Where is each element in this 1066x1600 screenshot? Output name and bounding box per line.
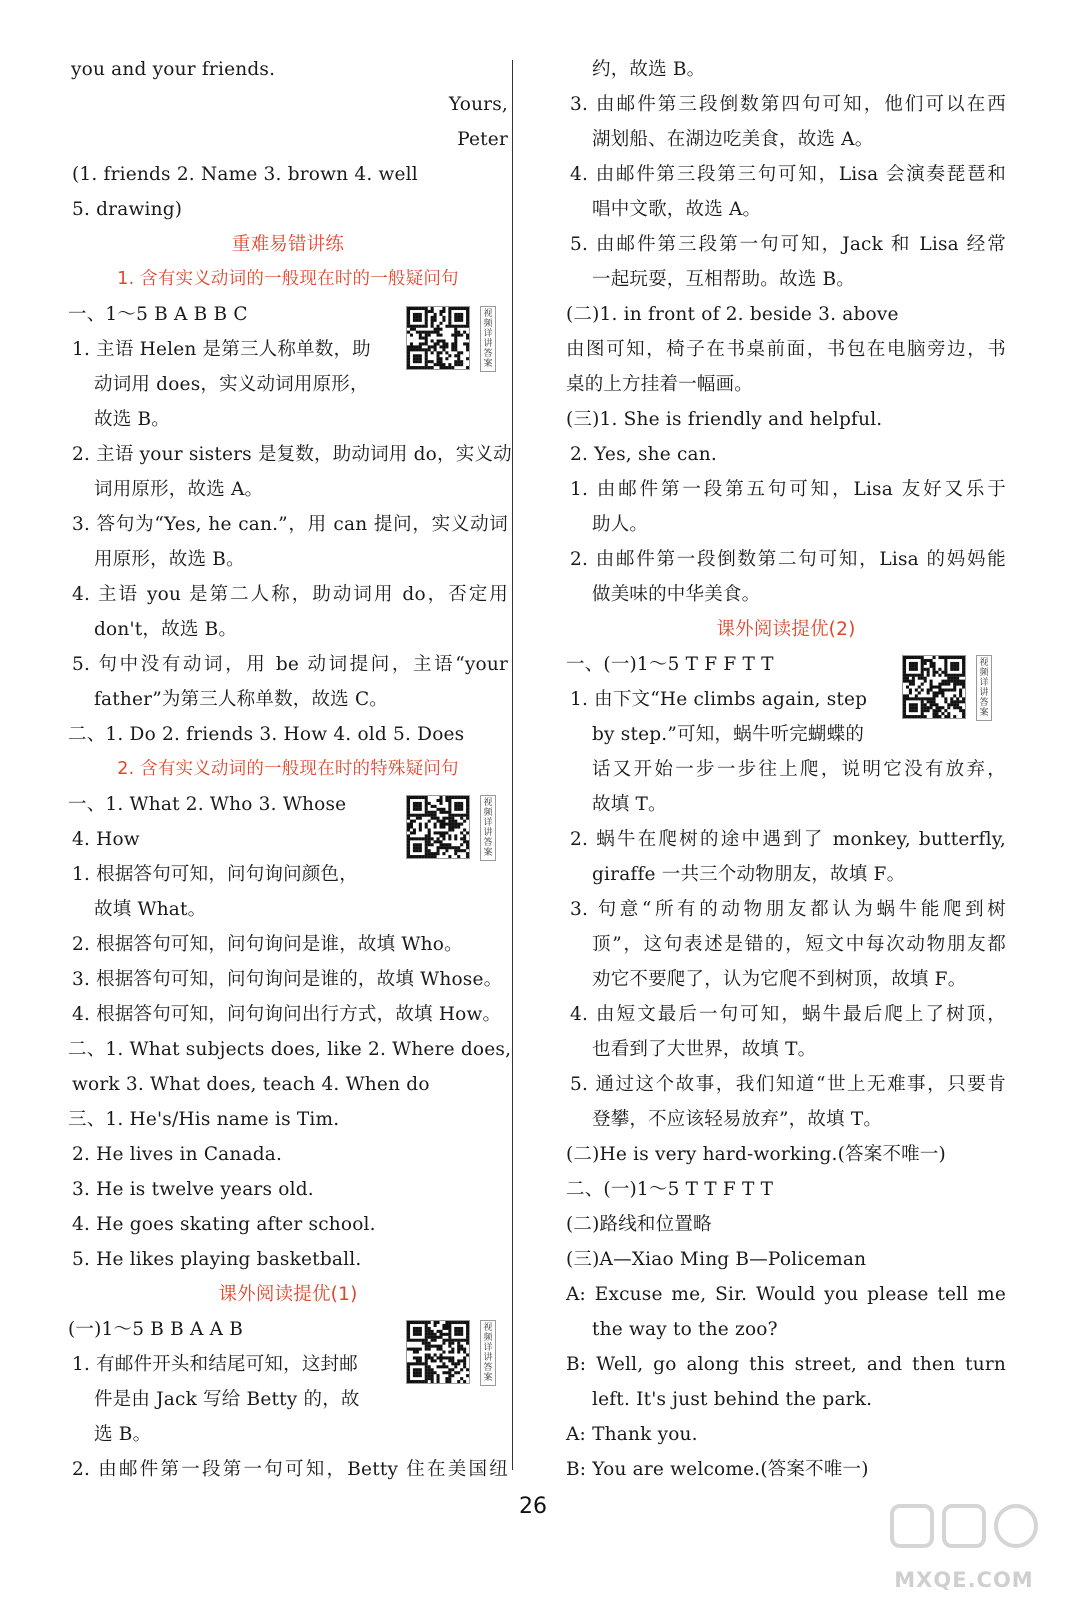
left-line: 5. 句中没有动词，用 be 动词提问，主语“your: [72, 654, 508, 675]
right-line: 约，故选 B。: [592, 59, 706, 80]
right-line: the way to the zoo?: [592, 1319, 778, 1340]
left-line: 4. He goes skating after school.: [72, 1214, 376, 1235]
right-line: left. It's just behind the park.: [592, 1389, 873, 1410]
left-line: 3. 答句为“Yes, he can.”，用 can 提问，实义动词: [72, 514, 508, 535]
right-line: 2. 由邮件第一段倒数第二句可知，Lisa 的妈妈能: [570, 549, 1006, 570]
right-line: 故填 T。: [592, 794, 667, 815]
right-line: 唱中文歌，故选 A。: [592, 199, 762, 220]
right-line: 桌的上方挂着一幅画。: [566, 374, 754, 395]
left-line: 3. He is twelve years old.: [72, 1179, 314, 1200]
left-line: 二、1. What subjects does, like 2. Where does,: [68, 1039, 512, 1060]
right-line: 也看到了大世界，故填 T。: [592, 1039, 817, 1060]
column-divider: [512, 60, 513, 1470]
left-line: 5. He likes playing basketball.: [72, 1249, 362, 1270]
left-line: 件是由 Jack 写给 Betty 的，故: [94, 1389, 360, 1410]
left-line: 4. How: [72, 829, 140, 850]
qr-label: 视频详讲答案: [480, 795, 496, 861]
left-line: 4. 主语 you 是第二人称，助动词用 do，否定用: [72, 584, 508, 605]
left-line: work 3. What does, teach 4. When do: [72, 1074, 430, 1095]
right-line: 2. Yes, she can.: [570, 444, 717, 465]
left-line: 2. 主语 your sisters 是复数，助动词用 do，实义动: [72, 444, 512, 465]
right-line: giraffe 一共三个动物朋友，故填 F。: [592, 864, 906, 885]
left-line: 用原形，故选 B。: [94, 549, 245, 570]
right-line: 5. 由邮件第三段第一句可知，Jack 和 Lisa 经常: [570, 234, 1006, 255]
right-line: 话又开始一步一步往上爬，说明它没有放弃，: [592, 759, 1006, 780]
right-line: A: Excuse me, Sir. Would you please tell me: [566, 1284, 1006, 1305]
right-column: [566, 52, 1006, 1487]
left-line: don't，故选 B。: [94, 619, 238, 640]
left-line: 词用原形，故选 A。: [94, 479, 264, 500]
left-line: Peter: [457, 129, 508, 150]
left-line: 5. drawing): [72, 199, 183, 220]
right-line: B: Well, go along this street, and then turn: [566, 1354, 1006, 1375]
right-line: 登攀，不应该轻易放弃”，故填 T。: [592, 1109, 883, 1130]
left-line: 1. 有邮件开头和结尾可知，这封邮: [72, 1354, 358, 1375]
right-line: 3. 由邮件第三段倒数第四句可知，他们可以在西: [570, 94, 1006, 115]
right-line: 湖划船、在湖边吃美食，故选 A。: [592, 129, 874, 150]
right-line: 由图可知，椅子在书桌前面，书包在电脑旁边，书: [566, 339, 1006, 360]
left-line: 2. 由邮件第一段第一句可知，Betty 住在美国纽: [72, 1459, 508, 1480]
right-line: 课外阅读提优(2): [716, 619, 856, 640]
left-line: 三、1. He's/His name is Tim.: [68, 1109, 340, 1130]
right-line: 做美味的中华美食。: [592, 584, 761, 605]
left-line: 一、1～5 B A B B C: [68, 304, 248, 325]
right-line: (三)A—Xiao Ming B—Policeman: [566, 1249, 867, 1270]
left-line: 2. 根据答句可知，问句询问是谁，故填 Who。: [72, 934, 463, 955]
right-line: (二)1. in front of 2. beside 3. above: [566, 304, 899, 325]
right-line: 劝它不要爬了，认为它爬不到树顶，故填 F。: [592, 969, 967, 990]
left-line: 3. 根据答句可知，问句询问是谁的，故填 Whose。: [72, 969, 503, 990]
right-line: 2. 蜗牛在爬树的途中遇到了 monkey, butterfly,: [570, 829, 1006, 850]
left-line: 1. 根据答句可知，问句询问颜色，: [72, 864, 358, 885]
watermark-logo: [884, 1500, 1044, 1592]
right-line: 助人。: [592, 514, 649, 535]
left-line: you and your friends.: [71, 59, 276, 80]
right-line: 4. 由短文最后一句可知，蜗牛最后爬上了树顶，: [570, 1004, 1006, 1025]
left-line: father”为第三人称单数，故选 C。: [94, 689, 389, 710]
left-line: 故填 What。: [94, 899, 207, 920]
page-number: 26: [519, 1494, 547, 1519]
left-column: [68, 52, 512, 1487]
watermark-text: MXQE.COM: [894, 1568, 1034, 1592]
left-line: 二、1. Do 2. friends 3. How 4. old 5. Does: [68, 724, 465, 745]
left-line: 1. 主语 Helen 是第三人称单数，助: [72, 339, 371, 360]
right-line: B: You are welcome.(答案不唯一): [566, 1459, 869, 1480]
right-line: 顶”，这句表述是错的，短文中每次动物朋友都: [592, 934, 1006, 955]
right-line: (二)He is very hard-working.(答案不唯一): [566, 1144, 946, 1165]
left-line: 4. 根据答句可知，问句询问出行方式，故填 How。: [72, 1004, 502, 1025]
left-line: (1. friends 2. Name 3. brown 4. well: [72, 164, 418, 185]
qr-label: 视频详讲答案: [976, 655, 992, 721]
right-line: 一、(一)1～5 T F F T T: [566, 654, 774, 675]
left-line: (一)1～5 B B A A B: [68, 1319, 244, 1340]
left-line: 一、1. What 2. Who 3. Whose: [68, 794, 347, 815]
right-line: 5. 通过这个故事，我们知道“世上无难事，只要肯: [570, 1074, 1006, 1095]
right-line: (二)路线和位置略: [566, 1214, 712, 1235]
left-line: 故选 B。: [94, 409, 170, 430]
right-line: 1. 由邮件第一段第五句可知，Lisa 友好又乐于: [570, 479, 1006, 500]
right-line: 1. 由下文“He climbs again, step: [570, 689, 868, 710]
left-line: 1. 含有实义动词的一般现在时的一般疑问句: [117, 269, 459, 289]
right-line: 二、(一)1～5 T T F T T: [566, 1179, 774, 1200]
left-line: 选 B。: [94, 1424, 152, 1445]
left-line: Yours,: [448, 94, 508, 115]
left-line: 2. 含有实义动词的一般现在时的特殊疑问句: [117, 759, 459, 779]
qr-code[interactable]: [406, 1320, 470, 1384]
qr-code[interactable]: [902, 655, 966, 719]
left-line: 课外阅读提优(1): [218, 1284, 358, 1305]
left-line: 2. He lives in Canada.: [72, 1144, 283, 1165]
right-line: (三)1. She is friendly and helpful.: [566, 409, 883, 430]
left-line: 动词用 does，实义动词用原形，: [94, 374, 369, 395]
right-line: 一起玩耍，互相帮助。故选 B。: [592, 269, 855, 290]
left-line: 重难易错讲练: [231, 234, 345, 255]
qr-label: 视频详讲答案: [480, 306, 496, 372]
qr-code[interactable]: [406, 306, 470, 370]
right-line: 3. 句意“所有的动物朋友都认为蜗牛能爬到树: [570, 899, 1006, 920]
qr-code[interactable]: [406, 795, 470, 859]
qr-label: 视频详讲答案: [480, 1320, 496, 1386]
right-line: 4. 由邮件第三段第三句可知，Lisa 会演奏琵琶和: [570, 164, 1006, 185]
right-line: by step.”可知，蜗牛听完蝴蝶的: [592, 724, 865, 745]
right-line: A: Thank you.: [566, 1424, 698, 1445]
